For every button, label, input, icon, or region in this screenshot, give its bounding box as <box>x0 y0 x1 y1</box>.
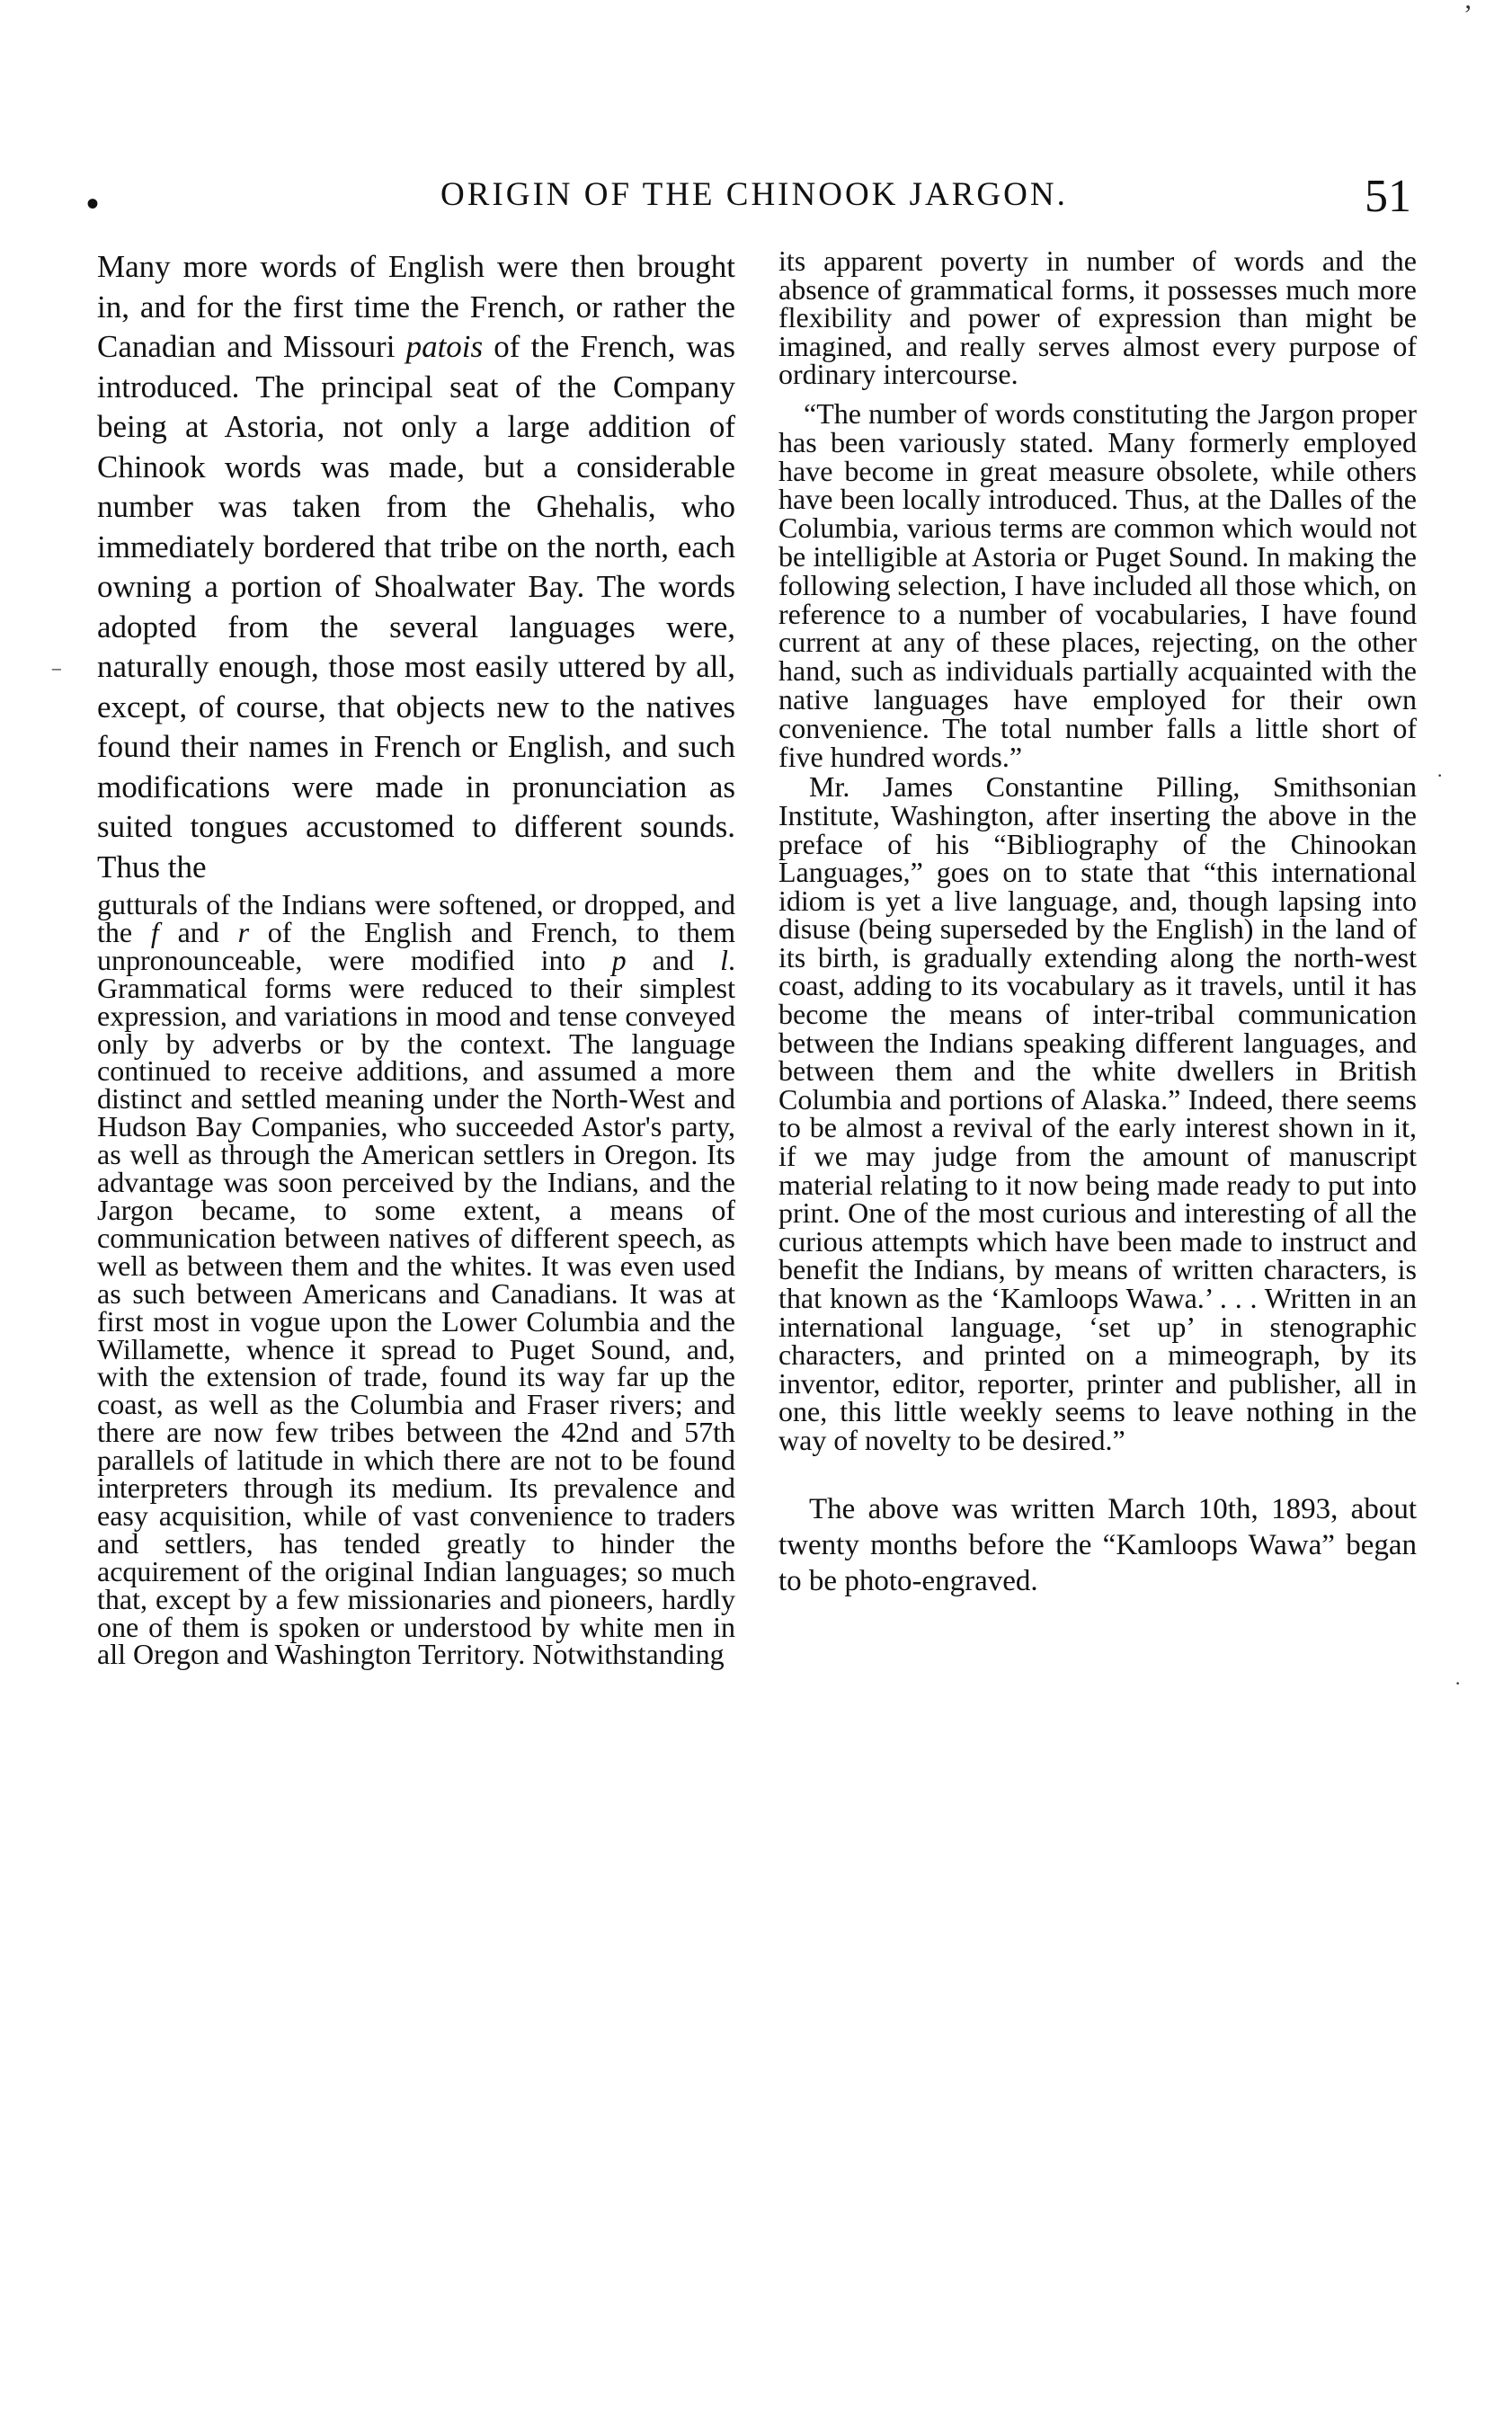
left-paragraph-part-1 <box>97 247 735 887</box>
print-speck-mark: ʼ <box>1463 0 1472 30</box>
print-speck-mark: ⁻ <box>50 661 63 687</box>
text-run: . Grammatical forms were reduced to their simplest expression, and variations in mood and tense conveyed only by adverbs or by the context. The language continued to receive additions, and assumed a more distinct and settled meaning under the North-West and Hudson Bay Companies, who succeeded Astor's party, as well as through the American settlers in Oregon. Its advantage was soon perceived by the Indians, and the Jargon became, to some extent, a means of communication between natives of different speech, as well as between them and the whites. It was even used as such between Americans and Canadians. It was at first most in vogue upon the Lower Columbia and the Willamette, whence it spread to Puget Sound, and, with the extension of trade, found its way far up the coast, as well as the Columbia and Fraser rivers; and there are now few tribes between the 42nd and 57th parallels of latitude in which there are not to be found interpreters through its medium. Its prevalence and easy acquisition, while of vast convenience to traders and settlers, has tended greatly to hinder the acquirement of the original Indian languages; so much that, except by a few missionaries and pioneers, hardly one of them is spoken or understood by white men in all Oregon and Washington Territory. Notwithstanding <box>97 943 736 1671</box>
right-paragraph-4: The above was written March 10th, 1893, about twenty months before the “Kamloops Wawa” began to be photo-engraved. <box>778 1492 1417 1597</box>
running-title: ORIGIN OF THE CHINOOK JARGON. <box>440 176 1068 213</box>
left-column <box>97 247 736 1671</box>
page-number: 51 <box>1365 171 1411 222</box>
print-speck-mark: · <box>1454 1672 1462 1694</box>
italic-letter: p <box>611 943 627 976</box>
page-header <box>81 171 1429 229</box>
text-run: of the English and French, to them unpronounceable, were modified into <box>97 915 736 976</box>
right-paragraph-1: its apparent poverty in number of words and the absence of grammatical forms, it possesses much more flexibility and power of expression than might be imagined, and really serves almost every purpose of ordinary intercourse. <box>778 244 1417 391</box>
italic-term: patois <box>405 329 484 364</box>
text-run: Many more words of English were then brought in, and for the first time the French, or rather the Canadian and Missouri <box>97 249 735 364</box>
italic-letter: r <box>237 915 250 948</box>
text-run: of the French, was introduced. The principal seat of the Company being at Astoria, not only a large addition of Chinook words was made, but a considerable number was taken from the Ghehalis, who immediately bordered that tribe on the north, each owning a portion of Shoalwater Bay. The words adopted from the several languages were, naturally enough, those most easily uttered by all, except, of course, that objects new to the natives found their names in French or English, and such modifications were made in pronunciation as suited tongues accustomed to different sounds. Thus the <box>97 329 735 884</box>
left-paragraph-part-2 <box>97 888 736 1671</box>
italic-letter: f <box>150 915 159 948</box>
right-column <box>778 244 1417 1599</box>
right-paragraph-2: “The number of words constituting the Jargon proper has been variously stated. Many formerly employed have become in great measure obsolete, while others have been locally introduced. Thus, at the Dalles of the Columbia, various terms are common which would not be intelligible at Astoria or Puget Sound. In making the following selection, I have included all those which, on reference to a number of vocabularies, I have found current at any of these places, rejecting, on the other hand, such as individuals partially acquainted with the native languages have employed for their own convenience. The total number falls a little short of five hundred words.” <box>778 396 1417 773</box>
text-run: and <box>158 915 238 948</box>
print-speck-mark: · <box>1436 764 1444 787</box>
bullet-mark: • <box>86 183 100 224</box>
text-run: and <box>626 943 721 976</box>
right-paragraph-3: Mr. James Constantine Pilling, Smithsonian Institute, Washington, after inserting the above in the preface of his “Bibliography of the Chinookan Languages,” goes on to state that “this international idiom is yet a live language, and, though lapsing into disuse (being superseded by the English) in the land of its birth, is gradually extending along the north-west coast, adding to its vocabulary as it travels, until it has become the means of inter-tribal communication between the Indians speaking different languages, and between them and the white dwellers in British Columbia and portions of Alaska.” Indeed, there seems to be almost a revival of the early interest shown in it, if we may judge from the amount of manuscript material relating to it now being made ready to put into print. One of the most curious and interesting of all the curious attempts which have been made to instruct and benefit the Indians, by means of written characters, is that known as the ‘Kamloops Wawa.’ . . . Written in an international language, ‘set up’ in stenographic characters, and printed on a mimeograph, by its inventor, editor, reporter, printer and publisher, all in one, this little weekly seems to leave nothing in the way of novelty to be desired.” <box>778 770 1417 1456</box>
text-run: gutturals of the Indians were softened, or dropped, and the <box>97 888 735 948</box>
italic-letter: l <box>720 943 729 976</box>
